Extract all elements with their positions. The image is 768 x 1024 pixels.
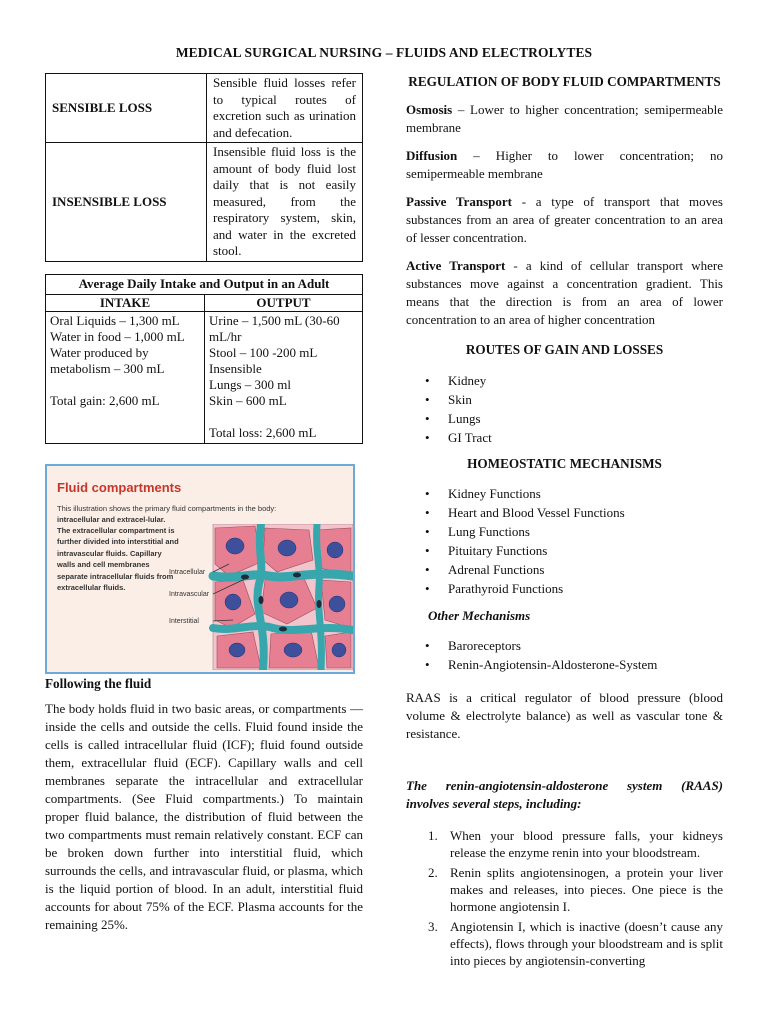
intake-line: Oral Liquids – 1,300 mL — [50, 312, 180, 328]
regulation-item — [406, 147, 723, 183]
regulation-term: Diffusion — [406, 148, 458, 163]
figure-intro: This illustration shows the primary fluid compartments in the body: — [57, 503, 277, 513]
intake-cell — [46, 311, 205, 443]
list-item — [406, 864, 723, 915]
fluid-loss-table — [45, 73, 363, 262]
step-number: 1. — [428, 828, 438, 843]
table-row — [46, 74, 363, 143]
raas-paragraph: RAAS is a critical regulator of blood pressure (blood volume & electrolyte balance) as well as vascular tone & resistance. — [406, 690, 723, 741]
list-item: • Skin — [406, 390, 723, 409]
homeostatic-heading: HOMEOSTATIC MECHANISMS — [467, 456, 662, 471]
label-intravascular: Intravascular — [169, 590, 210, 598]
list-item: • Lung Functions — [406, 522, 723, 541]
list-item: • Adrenal Functions — [406, 560, 723, 579]
sensible-loss-desc: Sensible fluid losses refer to typical routes of excretion such as urination and defecation. — [207, 74, 363, 143]
list-item: • Renin-Angiotensin-Aldosterone-System — [406, 655, 723, 674]
regulation-term: Active Transport — [406, 258, 506, 273]
output-line: Urine – 1,500 mL (30-60 mL/hr — [209, 312, 340, 344]
raas-steps-heading: The renin-angiotensin-aldosterone system (RAAS) involves several steps, including: — [406, 778, 723, 811]
step-text: Renin splits angiotensinogen, a protein your liver makes and releases, into pieces. One piece is the hormone angiotensin I. — [450, 865, 723, 914]
list-item — [406, 827, 723, 861]
intake-gap — [50, 377, 200, 393]
insensible-loss-label: INSENSIBLE LOSS — [46, 143, 207, 262]
intake-line: Water in food – 1,000 mL — [50, 328, 185, 344]
following-heading: Following the fluid — [45, 675, 152, 691]
regulation-def: - a type of transport that moves substances from an area of greater concentration to an area of lesser concentration. — [406, 194, 723, 245]
label-intracellular: Intracellular — [169, 568, 206, 576]
left-column — [45, 73, 363, 934]
output-gap — [209, 409, 358, 425]
output-total: Total loss: 2,600 mL — [209, 424, 317, 440]
fluid-compartments-figure — [45, 464, 355, 674]
figure-description: intracellular and extracel-lular. The extracellular compartment is further divided into interstitial and intravascular fluids. Capillary walls and cell membranes separate intracellular fluids from extracellular fluids. — [57, 514, 179, 592]
list-item: • Kidney — [406, 371, 723, 390]
sensible-loss-label: SENSIBLE LOSS — [46, 74, 207, 143]
regulation-heading: REGULATION OF BODY FLUID COMPARTMENTS — [408, 74, 721, 89]
output-line: Insensible — [209, 360, 262, 376]
list-item — [406, 918, 723, 969]
io-table-caption: Average Daily Intake and Output in an Adult — [46, 274, 363, 294]
regulation-item — [406, 193, 723, 247]
list-item: • Pituitary Functions — [406, 541, 723, 560]
step-number: 2. — [428, 865, 438, 880]
regulation-term: Passive Transport — [406, 194, 513, 209]
regulation-item — [406, 101, 723, 137]
list-item: • Heart and Blood Vessel Functions — [406, 503, 723, 522]
intake-line: Water produced by metabolism – 300 mL — [50, 344, 165, 376]
label-interstitial: Interstitial — [169, 617, 199, 625]
regulation-def: – Higher to lower concentration; no semipermeable membrane — [406, 148, 723, 181]
regulation-def: - a kind of cellular transport where substances move against a concentration gradient. This means that the direction is from an area of lower concentration to an area of higher concentration — [406, 258, 723, 327]
other-mechanisms-heading: Other Mechanisms — [428, 608, 531, 623]
routes-heading: ROUTES OF GAIN AND LOSSES — [465, 342, 664, 357]
list-item: • GI Tract — [406, 428, 723, 447]
list-item: • Parathyroid Functions — [406, 579, 723, 598]
homeostatic-list — [406, 484, 723, 598]
table-row — [46, 143, 363, 262]
regulation-def: – Lower to higher concentration; semipermeable membrane — [406, 102, 723, 135]
output-line: Stool – 100 -200 mL — [209, 344, 318, 360]
output-cell — [205, 311, 363, 443]
page-title: MEDICAL SURGICAL NURSING – FLUIDS AND ELECTROLYTES — [175, 45, 593, 60]
intake-output-table — [45, 274, 363, 444]
insensible-loss-desc: Insensible fluid loss is the amount of body fluid lost daily that is not easily measured, from the respiratory system, skin, and water in the excreted stool. — [207, 143, 363, 262]
following-body: The body holds fluid in two basic areas, or compartments — inside the cells and outside the cells. Fluid found inside the cells is called intracellular fluid (ICF); fluid found outside them, extracellular fluid (ECF). Capillary walls and cell membranes separate the intracellular and extracellular compartments. (See Fluid compartments.) To maintain proper fluid balance, the distribution of fluid between the two compartments must remain relatively constant. ECF can be broken down further into interstitial fluid, which surrounds the cells, and intravascular fluid, or plasma, which is the liquid portion of blood. In an adult, interstitial fluid accounts for about 75% of the ECF. Plasma accounts for the remaining 25%. — [45, 700, 363, 932]
intake-header: INTAKE — [46, 294, 205, 311]
fluid-compartments-illustration — [169, 524, 353, 670]
regulation-item — [406, 257, 723, 329]
routes-list — [406, 371, 723, 447]
list-item: • Baroreceptors — [406, 636, 723, 655]
step-number: 3. — [428, 919, 438, 934]
intake-total: Total gain: 2,600 mL — [50, 392, 160, 408]
output-header: OUTPUT — [205, 294, 363, 311]
list-item: • Lungs — [406, 409, 723, 428]
output-line: Lungs – 300 ml — [209, 376, 291, 392]
output-line: Skin – 600 mL — [209, 392, 287, 408]
regulation-term: Osmosis — [406, 102, 453, 117]
right-column — [406, 73, 723, 969]
raas-steps-list — [406, 827, 723, 969]
step-text: Angiotensin I, which is inactive (doesn’t cause any effects), flows through your bloodstream and is split into pieces by angiotensin-converting — [450, 919, 723, 968]
step-text: When your blood pressure falls, your kidneys release the enzyme renin into your bloodstream. — [450, 828, 723, 860]
other-mechanisms-list — [406, 636, 723, 674]
table-row — [46, 311, 363, 443]
list-item: • Kidney Functions — [406, 484, 723, 503]
figure-title: Fluid compartments — [57, 479, 182, 495]
